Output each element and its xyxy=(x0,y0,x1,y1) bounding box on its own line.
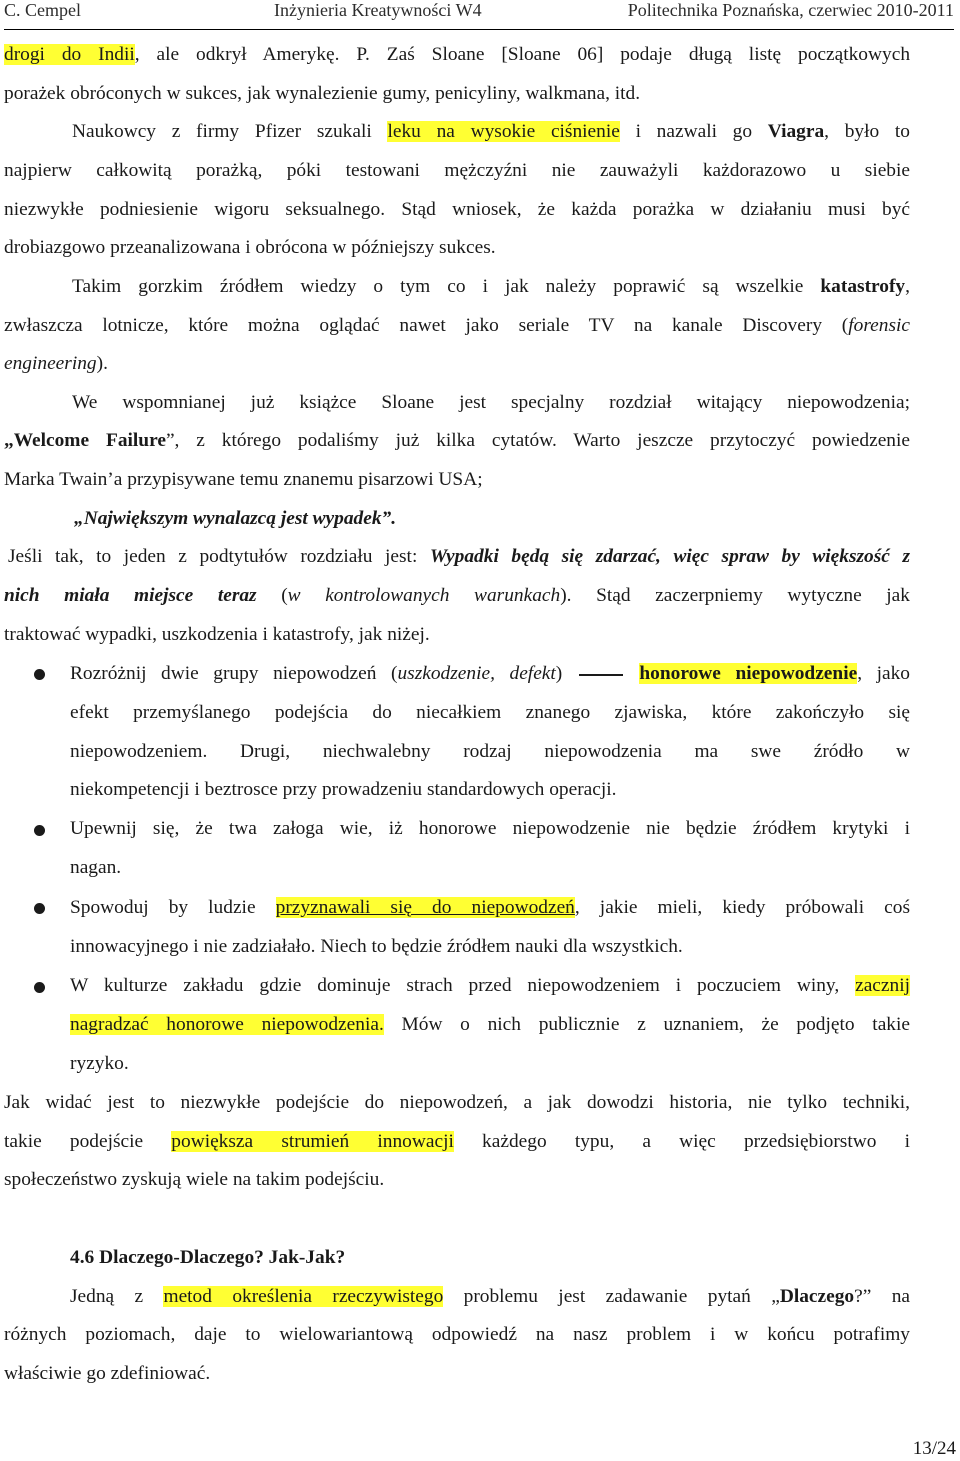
text-line: traktować wypadki, uszkodzenia i katastrofy, jak niżej. xyxy=(4,624,430,645)
text-line: różnych poziomach, daje to wielowariantową odpowiedź na nasz problem i w końcu potrafimy xyxy=(4,1324,910,1345)
text-line: drobiazgowo przeanalizowana i obrócona w późniejszy sukces. xyxy=(4,237,496,258)
header-course: Inżynieria Kreatywności W4 xyxy=(274,0,482,20)
list-item: Upewnij się, że twa załoga wie, iż honorowe niepowodzenie nie będzie źródłem krytyki i xyxy=(70,818,910,839)
text-line: innowacyjnego i nie zadziałało. Niech to będzie źródłem nauki dla wszystkich. xyxy=(70,936,683,957)
text-line: Jak widać jest to niezwykłe podejście do niepowodzeń, a jak dowodzi historia, nie tylko techniki, xyxy=(4,1092,910,1113)
section-heading: 4.6 Dlaczego-Dlaczego? Jak-Jak? xyxy=(70,1247,346,1268)
bullet-icon xyxy=(34,669,45,680)
text-line: nagan. xyxy=(70,857,122,878)
text-line: Naukowcy z firmy Pfizer szukali leku na wysokie ciśnienie i nazwali go Viagra, było to xyxy=(72,121,910,142)
text-line: efekt przemyślanego podejścia do niecałkiem znanego zjawiska, które zakończyło się xyxy=(70,702,910,723)
header-author: C. Cempel xyxy=(4,0,81,20)
header-rule xyxy=(4,29,954,30)
text-line: Jeśli tak, to jeden z podtytułów rozdziału jest: Wypadki będą się zdarzać, więc spraw by większość z xyxy=(8,546,911,567)
list-item: W kulturze zakładu gdzie dominuje strach przed niepowodzeniem i poczuciem winy, zacznij xyxy=(70,975,910,996)
text-line: Takim gorzkim źródłem wiedzy o tym co i jak należy poprawić są wszelkie katastrofy, xyxy=(72,276,910,297)
text-line: niekompetencji i beztrosce przy prowadzeniu standardowych operacji. xyxy=(70,779,617,800)
bullet-icon xyxy=(34,825,45,836)
text-line: Marka Twain’a przypisywane temu znanemu pisarzowi USA; xyxy=(4,469,483,490)
text-line: engineering). xyxy=(4,353,108,374)
text-line: nagradzać honorowe niepowodzenia. Mów o nich publicznie z uznaniem, że podjęto takie xyxy=(70,1014,910,1035)
page-number: 13/24 xyxy=(912,1438,956,1459)
text-line: niepowodzeniem. Drugi, niechwalebny rodzaj niepowodzenia ma swe źródło w xyxy=(70,741,910,762)
text-line: właściwie go zdefiniować. xyxy=(4,1363,211,1384)
text-line: We wspomnianej już książce Sloane jest specjalny rozdział witający niepowodzenia; xyxy=(72,392,910,413)
text-line: porażek obróconych w sukces, jak wynalezienie gumy, penicyliny, walkmana, itd. xyxy=(4,83,641,104)
text-line: „Welcome Failure”, z którego podaliśmy już kilka cytatów. Warto jeszcze przytoczyć powiedzenie xyxy=(4,430,910,451)
bullet-icon xyxy=(34,903,45,914)
text-line: Jedną z metod określenia rzeczywistego problemu jest zadawanie pytań „Dlaczego?” na xyxy=(70,1286,911,1307)
page-header xyxy=(4,0,954,30)
text-line: najpierw całkowitą porażką, póki testowani mężczyźni nie zauważyli każdorazowo u siebie xyxy=(4,160,910,181)
text-line: drogi do Indii, ale odkrył Amerykę. P. Zaś Sloane [Sloane 06] podaje długą listę początkowych xyxy=(4,44,911,65)
list-item: Spowoduj by ludzie przyznawali się do niepowodzeń, jakie mieli, kiedy próbowali coś xyxy=(70,897,910,918)
quote: „Największym wynalazcą jest wypadek”. xyxy=(74,508,397,529)
bullet-icon xyxy=(34,982,45,993)
text-line: ryzyko. xyxy=(70,1053,129,1074)
text-line: niezwykłe podniesienie wigoru seksualnego. Stąd wniosek, że każda porażka w działaniu musi być xyxy=(4,199,910,220)
header-institution: Politechnika Poznańska, czerwiec 2010-2011 xyxy=(627,0,954,20)
list-item: Rozróżnij dwie grupy niepowodzeń (uszkodzenie, defekt) honorowe niepowodzenie, jako xyxy=(70,663,910,684)
dash-line xyxy=(579,674,623,676)
text-line: takie podejście powiększa strumień innowacji każdego typu, a więc przedsiębiorstwo i xyxy=(4,1131,910,1152)
text-line: nich miała miejsce teraz (w kontrolowanych warunkach). Stąd zaczerpniemy wytyczne jak xyxy=(4,585,910,606)
text-line: społeczeństwo zyskują wiele na takim podejściu. xyxy=(4,1169,385,1190)
text-line: zwłaszcza lotnicze, które można oglądać nawet jako seriale TV na kanale Discovery (forensic xyxy=(4,315,910,336)
